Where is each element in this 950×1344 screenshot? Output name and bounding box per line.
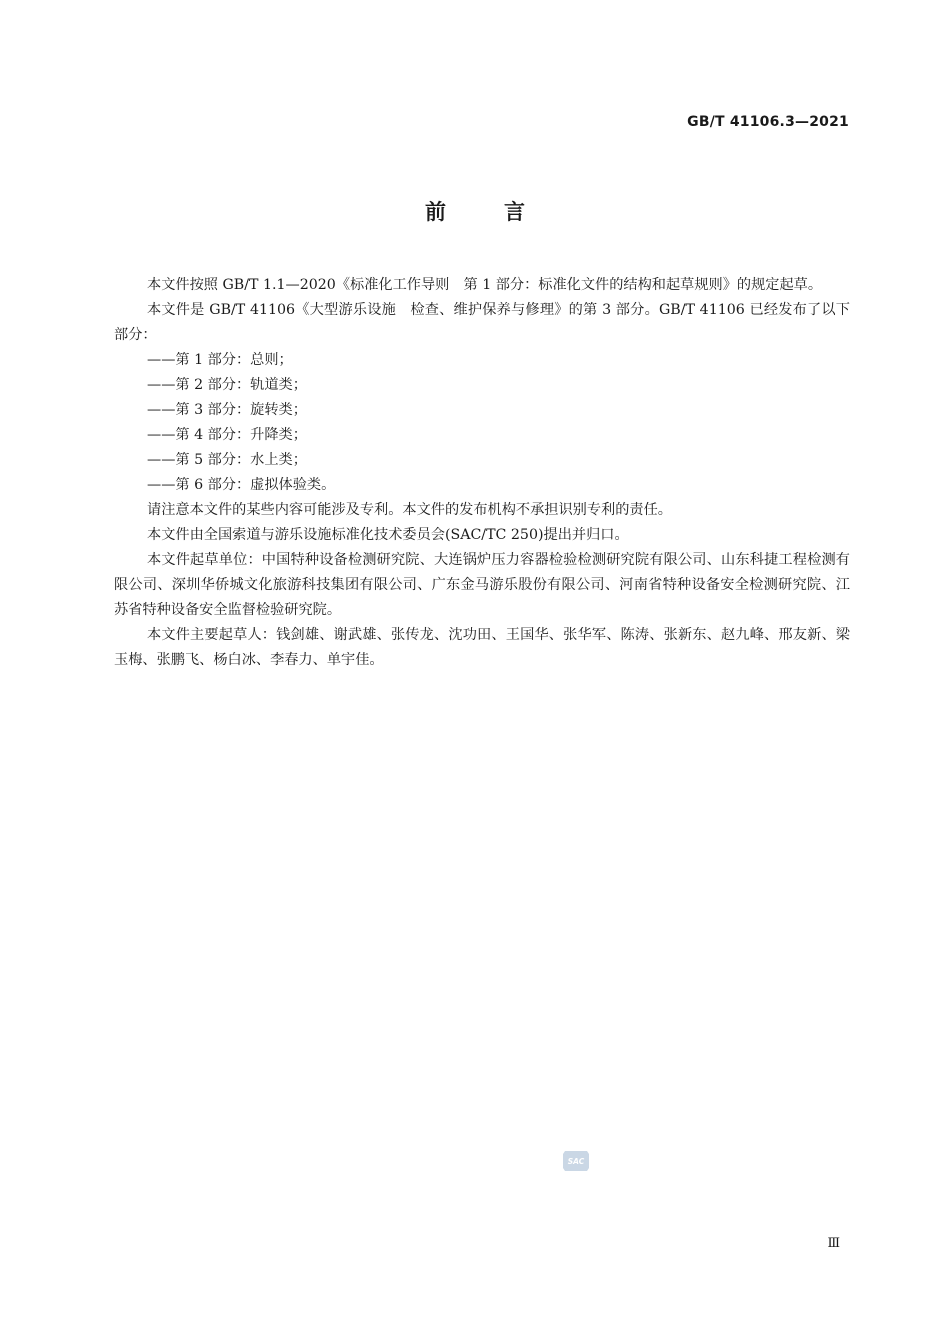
- paragraph-drafting-rules: 本文件按照 GB/T 1.1—2020《标准化工作导则 第 1 部分：标准化文件的结构和起草规则》的规定起草。: [147, 277, 823, 293]
- sac-watermark-logo: [562, 1149, 590, 1173]
- svg-text:SAC: SAC: [567, 1157, 585, 1166]
- paragraph-series-info: 本文件是 GB/T 41106《大型游乐设施 检查、维护保养与修理》的第 3 部分。GB/T 41106 已经发布了以下部分：: [114, 302, 850, 343]
- paragraph-patent-notice: 请注意本文件的某些内容可能涉及专利。本文件的发布机构不承担识别专利的责任。: [147, 502, 672, 518]
- foreword-body: [114, 273, 850, 673]
- paragraph-drafting-units: 本文件起草单位：中国特种设备检测研究院、大连锅炉压力容器检验检测研究院有限公司、山东科捷工程检测有限公司、深圳华侨城文化旅游科技集团有限公司、广东金马游乐股份有限公司、河南省特种设备安全检测研究院、江苏省特种设备安全监督检验研究院。: [114, 552, 850, 618]
- list-item: ——第 4 部分：升降类；: [147, 427, 307, 443]
- list-item: ——第 2 部分：轨道类；: [147, 377, 307, 393]
- paragraph-proposer: 本文件由全国索道与游乐设施标准化技术委员会(SAC/TC 250)提出并归口。: [147, 527, 629, 543]
- page-number: Ⅲ: [827, 1236, 840, 1251]
- standard-code: GB/T 41106.3—2021: [687, 114, 849, 130]
- page-title: 前言: [425, 200, 583, 224]
- list-item: ——第 5 部分：水上类；: [147, 452, 307, 468]
- list-item: ——第 1 部分：总则；: [147, 352, 293, 368]
- paragraph-drafters: 本文件主要起草人：钱剑雄、谢武雄、张传龙、沈功田、王国华、张华军、陈涛、张新东、赵九峰、邢友新、梁玉梅、张鹏飞、杨白冰、李春力、单宇佳。: [114, 627, 850, 668]
- list-item: ——第 3 部分：旋转类；: [147, 402, 307, 418]
- list-item: ——第 6 部分：虚拟体验类。: [147, 477, 336, 493]
